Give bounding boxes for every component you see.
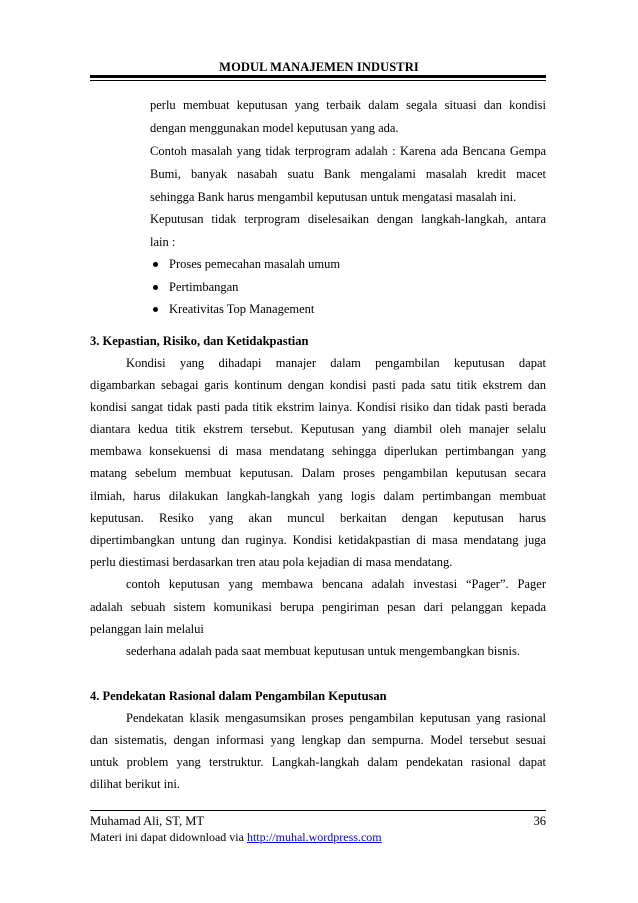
- list-item: Kreativitas Top Management: [169, 302, 315, 316]
- paragraph-line: keputusan. Resiko yang akan muncul berkaitan dengan keputusan harus: [90, 511, 546, 525]
- list-item: Pertimbangan: [169, 280, 239, 294]
- paragraph-line: ilmiah, harus dilakukan langkah-langkah yang logis dalam pertimbangan membuat: [90, 489, 546, 503]
- paragraph-line: sederhana adalah pada saat membuat keputusan untuk mengembangkan bisnis.: [126, 644, 520, 658]
- intro-line: dengan menggunakan model keputusan yang ada.: [150, 121, 399, 135]
- paragraph-line: kondisi sangat tidak pasti pada titik ekstrim lainya. Kondisi risiko dan tidak pasti berada: [90, 400, 546, 414]
- paragraph-line: dilihat berikut ini.: [90, 777, 180, 791]
- paragraph-line: membawa konsekuensi di masa mendatang sehingga diperlukan pertimbangan yang: [90, 444, 546, 458]
- section-4-heading: 4. Pendekatan Rasional dalam Pengambilan Keputusan: [90, 689, 387, 703]
- paragraph-line: Pendekatan klasik mengasumsikan proses pengambilan keputusan yang rasional: [126, 711, 546, 725]
- paragraph-line: dipertimbangkan untung dan ruginya. Kondisi ketidakpastian di masa mendatang juga: [90, 533, 546, 547]
- download-link[interactable]: http://muhal.wordpress.com: [246, 830, 382, 844]
- footer-note-text: Materi ini dapat didownload via: [90, 830, 247, 844]
- footer-author: Muhamad Ali, ST, MT: [90, 814, 205, 828]
- paragraph-line: contoh keputusan yang membawa bencana adalah investasi “Pager”. Pager: [126, 577, 546, 591]
- bullet-dot-icon: [153, 262, 158, 267]
- section-3-heading: 3. Kepastian, Risiko, dan Ketidakpastian: [90, 334, 309, 348]
- header-divider-thick: [90, 75, 546, 78]
- footer-download-note: [90, 830, 382, 845]
- intro-line: Keputusan tidak terprogram diselesaikan dengan langkah-langkah, antara: [150, 212, 546, 226]
- paragraph-line: Kondisi yang dihadapi manajer dalam pengambilan keputusan dapat: [126, 356, 546, 370]
- intro-line: Bumi, banyak nasabah suatu Bank mengalami masalah kredit macet: [150, 167, 546, 181]
- bullet-dot-icon: [153, 285, 158, 290]
- footer-divider: [90, 810, 546, 811]
- page-header-title: MODUL MANAJEMEN INDUSTRI: [219, 60, 419, 74]
- paragraph-line: digambarkan sebagai garis kontinum dengan kondisi pasti pada satu titik ekstrem dan: [90, 378, 546, 392]
- paragraph-line: untuk problem yang terstruktur. Langkah-langkah dalam pendekatan rasional dapat: [90, 755, 546, 769]
- intro-line: Contoh masalah yang tidak terprogram adalah : Karena ada Bencana Gempa: [150, 144, 546, 158]
- intro-line: lain :: [150, 235, 176, 249]
- bullet-dot-icon: [153, 307, 158, 312]
- paragraph-line: adalah sebuah sistem komunikasi berupa pengiriman pesan dari pelanggan kepada: [90, 600, 546, 614]
- paragraph-line: dan sistematis, dengan informasi yang lengkap dan sempurna. Model tersebut sesuai: [90, 733, 546, 747]
- page-number: 36: [533, 814, 546, 828]
- header-divider-thin: [90, 80, 546, 81]
- paragraph-line: matang sebelum membuat keputusan. Dalam proses pengambilan keputusan secara: [90, 466, 546, 480]
- list-item: Proses pemecahan masalah umum: [169, 257, 341, 271]
- intro-line: sehingga Bank harus mengambil keputusan untuk mengatasi masalah ini.: [150, 190, 517, 204]
- intro-line: perlu membuat keputusan yang terbaik dalam segala situasi dan kondisi: [150, 98, 546, 112]
- paragraph-line: perlu diestimasi berdasarkan tren atau pola kejadian di masa mendatang.: [90, 555, 453, 569]
- paragraph-line: diantara kedua titik ekstrem tersebut. Keputusan yang diambil oleh manajer selalu: [90, 422, 546, 436]
- paragraph-line: pelanggan lain melalui: [90, 622, 204, 636]
